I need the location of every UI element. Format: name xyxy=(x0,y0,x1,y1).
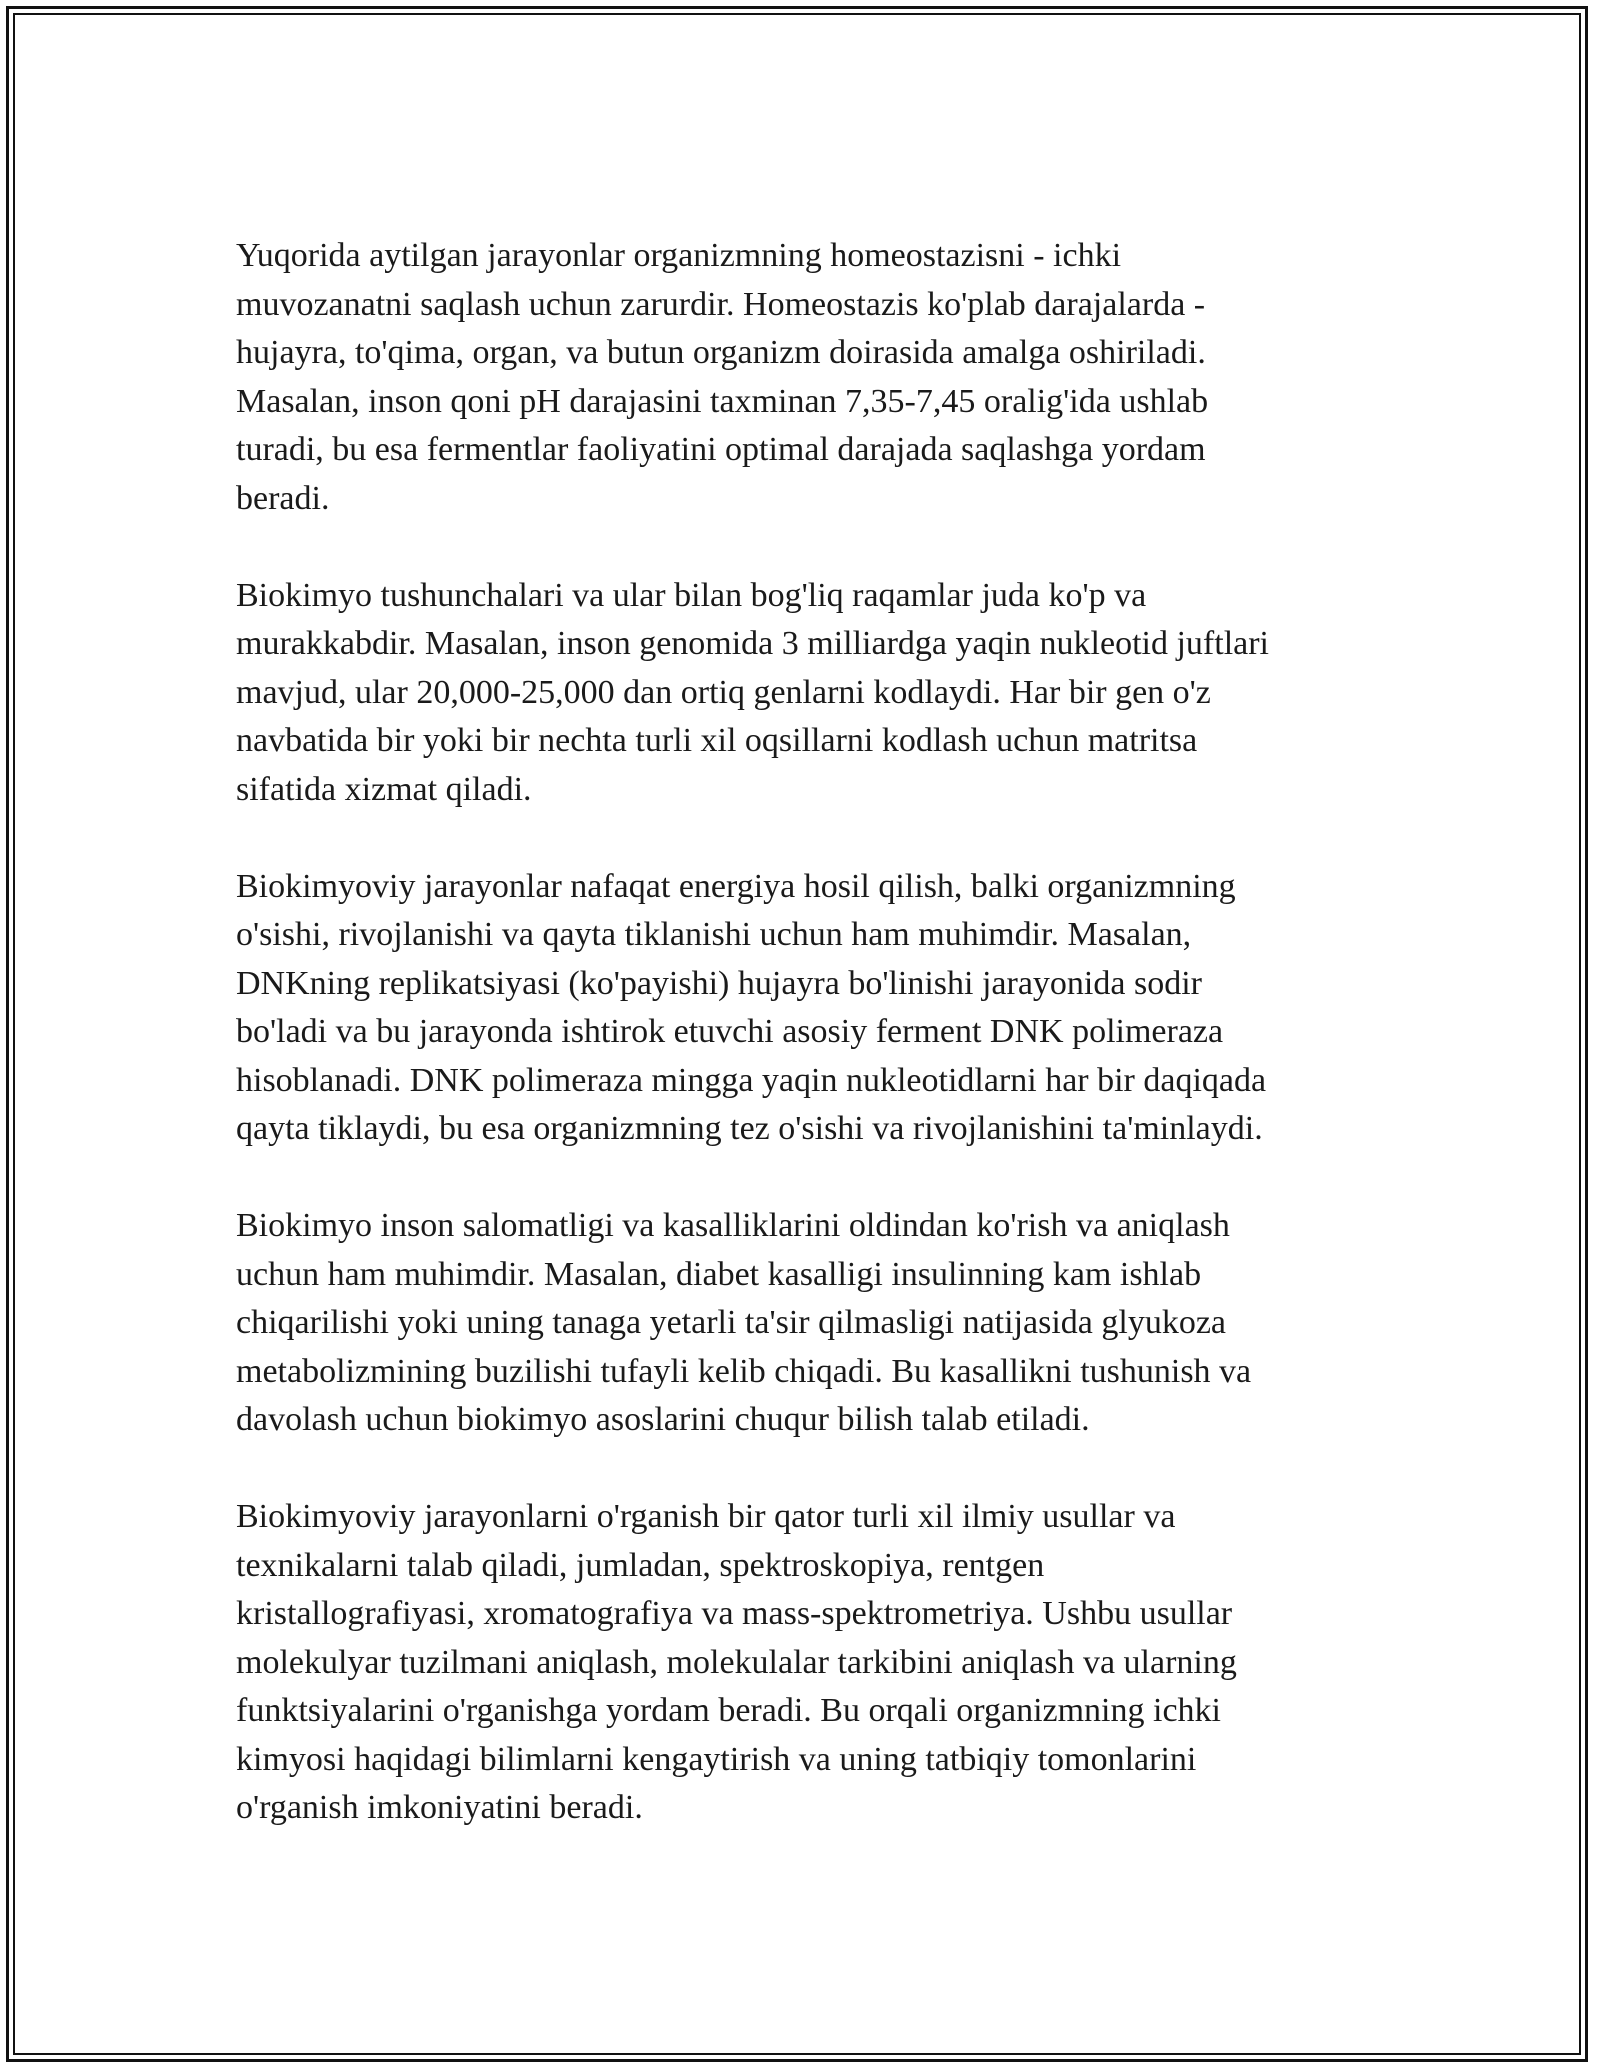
paragraph-line: davolash uchun biokimyo asoslarini chuqur bilish talab etiladi. xyxy=(236,1401,1090,1438)
paragraph-line: DNKning replikatsiyasi (ko'payishi) hujayra bo'linishi jarayonida sodir xyxy=(236,964,1202,1002)
paragraph-line: Yuqorida aytilgan jarayonlar organizmning homeostazisni - ichki xyxy=(236,237,1122,274)
paragraph-line: chiqarilishi yoki uning tanaga yetarli ta'sir qilmasligi natijasida glyukoza xyxy=(236,1304,1227,1341)
paragraph-line: o'sishi, rivojlanishi va qayta tiklanishi uchun ham muhimdir. Masalan, xyxy=(236,916,1192,953)
paragraph-line: muvozanatni saqlash uchun zarurdir. Homeostazis ko'plab darajalarda - xyxy=(236,285,1206,323)
paragraph-line: sifatida xizmat qiladi. xyxy=(236,770,532,808)
paragraph-1 xyxy=(236,232,1366,523)
paragraph-line: kristallografiyasi, xromatografiya va mass-spektrometriya. Ushbu usullar xyxy=(236,1595,1233,1632)
paragraph-line: uchun ham muhimdir. Masalan, diabet kasalligi insulinning kam ishlab xyxy=(236,1255,1202,1293)
paragraph-line: mavjud, ular 20,000-25,000 dan ortiq genlarni kodlaydi. Har bir gen o'z xyxy=(236,673,1211,711)
paragraph-line: Biokimyo tushunchalari va ular bilan bog'liq raqamlar juda ko'p va xyxy=(236,576,1147,614)
paragraph-line: molekulyar tuzilmani aniqlash, molekulalar tarkibini aniqlash va ularning xyxy=(236,1643,1237,1681)
paragraph-2 xyxy=(236,572,1366,815)
paragraph-line: o'rganish imkoniyatini beradi. xyxy=(236,1789,643,1826)
paragraph-3 xyxy=(236,863,1366,1154)
paragraph-line: Biokimyo inson salomatligi va kasalliklarini oldindan ko'rish va aniqlash xyxy=(236,1207,1230,1244)
paragraph-line: texnikalarni talab qiladi, jumladan, spektroskopiya, rentgen xyxy=(236,1546,1045,1584)
paragraph-line: Masalan, inson qoni pH darajasini taxminan 7,35-7,45 oralig'ida ushlab xyxy=(236,382,1209,420)
paragraph-line: hujayra, to'qima, organ, va butun organizm doirasida amalga oshiriladi. xyxy=(236,334,1206,371)
paragraph-line: Biokimyoviy jarayonlarni o'rganish bir qator turli xil ilmiy usullar va xyxy=(236,1498,1176,1535)
document-body xyxy=(236,232,1366,1881)
paragraph-line: metabolizmining buzilishi tufayli kelib chiqadi. Bu kasallikni tushunish va xyxy=(236,1352,1252,1390)
paragraph-line: bo'ladi va bu jarayonda ishtirok etuvchi asosiy ferment DNK polimeraza xyxy=(236,1013,1224,1050)
paragraph-line: beradi. xyxy=(236,479,330,517)
paragraph-line: funktsiyalarini o'rganishga yordam beradi. Bu orqali organizmning ichki xyxy=(236,1692,1221,1729)
paragraph-line: qayta tiklaydi, bu esa organizmning tez o'sishi va rivojlanishini ta'minlaydi. xyxy=(236,1110,1263,1147)
paragraph-line: murakkabdir. Masalan, inson genomida 3 milliardga yaqin nukleotid juftlari xyxy=(236,625,1269,662)
paragraph-4 xyxy=(236,1202,1366,1445)
paragraph-line: Biokimyoviy jarayonlar nafaqat energiya hosil qilish, balki organizmning xyxy=(236,867,1236,905)
paragraph-line: navbatida bir yoki bir nechta turli xil oqsillarni kodlash uchun matritsa xyxy=(236,722,1198,759)
paragraph-line: kimyosi haqidagi bilimlarni kengaytirish va uning tatbiqiy tomonlarini xyxy=(236,1740,1197,1778)
paragraph-line: hisoblanadi. DNK polimeraza mingga yaqin nukleotidlarni har bir daqiqada xyxy=(236,1061,1267,1099)
paragraph-line: turadi, bu esa fermentlar faoliyatini optimal darajada saqlashga yordam xyxy=(236,431,1206,468)
paragraph-5 xyxy=(236,1493,1366,1833)
